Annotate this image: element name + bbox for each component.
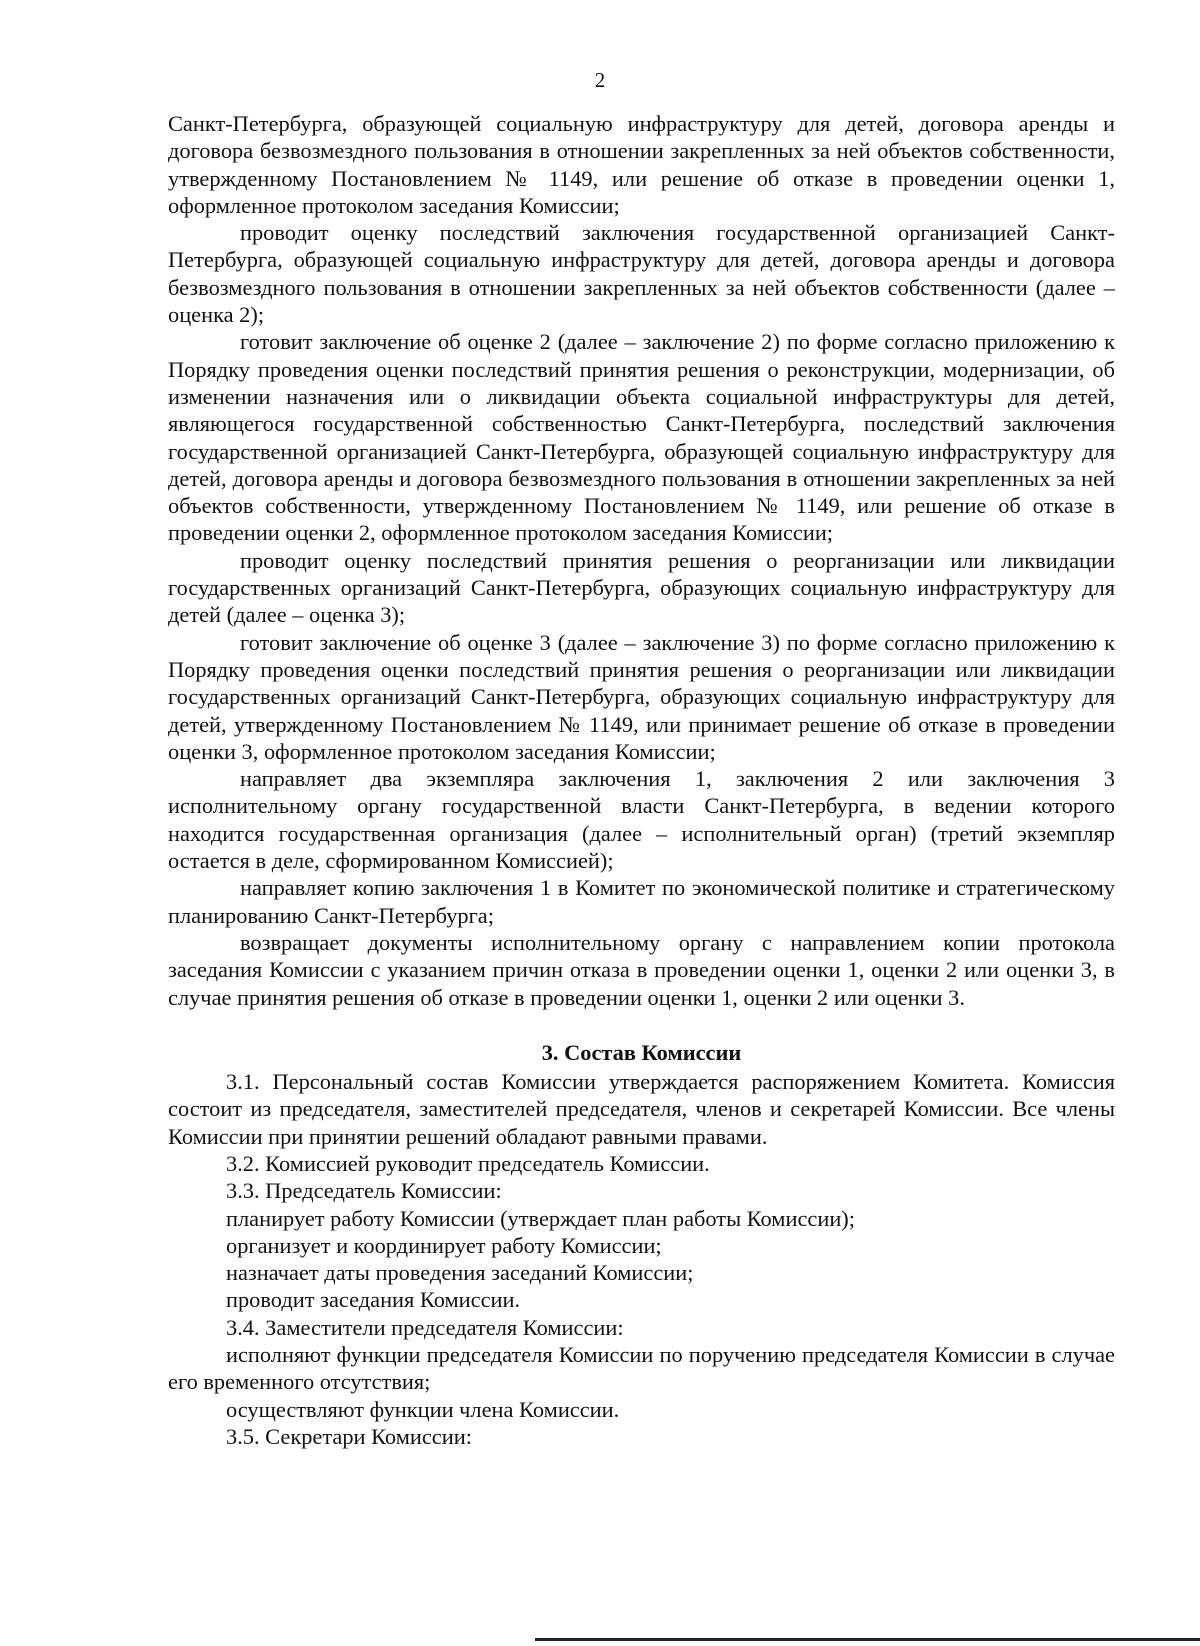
deputy-duty-substitute: исполняют функции председателя Комиссии по поручению председателя Комиссии в случае его временного отсутствия; — [168, 1342, 1115, 1395]
paragraph-send-copy-committee: направляет копию заключения 1 в Комитет по экономической политике и стратегическому планированию Санкт-Петербурга; — [168, 875, 1115, 928]
chair-duty-meetings: проводит заседания Комиссии. — [226, 1287, 521, 1313]
chair-duty-plan: планирует работу Комиссии (утверждает план работы Комиссии); — [226, 1205, 855, 1231]
paragraph-send-copies: направляет два экземпляра заключения 1, заключения 2 или заключения 3 исполнительному органу государственной власти Санкт-Петербурга, в ведении которого находится государственная организация (далее – исполнительный орган) (третий экземпляр остается в деле, сформированном Комиссией); — [168, 766, 1115, 874]
item-3-1: 3.1. Персональный состав Комиссии утверждается распоряжением Комитета. Комиссия состоит из председателя, заместителей председателя, членов и секретарей Комиссии. Все члены Комиссии при принятии решений обладают равными правами. — [168, 1069, 1115, 1149]
paragraph-return-documents: возвращает документы исполнительному органу с направлением копии протокола заседания Комиссии с указанием причин отказа в проведении оценки 1, оценки 2 или оценки 3, в случае принятия решения об отказе в проведении оценки 1, оценки 2 или оценки 3. — [168, 929, 1115, 1010]
paragraph-conclusion-3: готовит заключение об оценке 3 (далее – заключение 3) по форме согласно приложению к Порядку проведения оценки последствий принятия решения о реорганизации или ликвидации государственных организаций Санкт-Петербурга, образующих социальную инфраструктуру для детей, утвержденному Постановлением № 1149, или принимает решение об отказе в проведении оценки 3, оформленное протоколом заседания Комиссии; — [168, 629, 1115, 764]
chair-duty-dates: назначает даты проведения заседаний Комиссии; — [226, 1260, 694, 1286]
item-3-4: 3.4. Заместители председателя Комиссии: — [226, 1314, 624, 1340]
paragraph-assessment-3: проводит оценку последствий принятия решения о реорганизации или ликвидации государственных организаций Санкт-Петербурга, образующих социальную инфраструктуру для детей (далее – оценка 3); — [168, 547, 1115, 628]
paragraph-assessment-2: проводит оценку последствий заключения государственной организацией Санкт-Петербурга, образующей социальную инфраструктуру для детей, договора аренды и договора безвозмездного пользования в отношении закрепленных за ней объектов собственности (далее – оценка 2); — [168, 220, 1115, 328]
item-3-2: 3.2. Комиссией руководит председатель Комиссии. — [226, 1150, 710, 1176]
section-title: 3. Состав Комиссии — [541, 1039, 742, 1065]
deputy-duty-member: осуществляют функции члена Комиссии. — [226, 1396, 620, 1422]
document-body — [168, 110, 1115, 1450]
scan-edge-line — [535, 1638, 1200, 1641]
page-number: 2 — [594, 68, 606, 92]
paragraph-conclusion-2: готовит заключение об оценке 2 (далее – заключение 2) по форме согласно приложению к Порядку проведения оценки последствий принятия решения о реконструкции, модернизации, об изменении назначения или о ликвидации объекта социальной инфраструктуры для детей, являющегося государственной собственностью Санкт-Петербурга, последствий заключения государственной организацией Санкт-Петербурга, образующей социальную инфраструктуру для детей, договора аренды и договора безвозмездного пользования в отношении закрепленных за ней объектов собственности, утвержденному Постановлением № 1149, или решение об отказе в проведении оценки 2, оформленное протоколом заседания Комиссии; — [168, 329, 1115, 546]
paragraph-continuation: Санкт-Петербурга, образующей социальную инфраструктуру для детей, договора аренды и договора безвозмездного пользования в отношении закрепленных за ней объектов собственности, утвержденному Постановлением № 1149, или решение об отказе в проведении оценки 1, оформленное протоколом заседания Комиссии; — [168, 111, 1115, 218]
item-3-3: 3.3. Председатель Комиссии: — [226, 1178, 502, 1204]
chair-duty-organize: организует и координирует работу Комиссии; — [226, 1232, 662, 1258]
item-3-5: 3.5. Секретари Комиссии: — [226, 1423, 472, 1449]
